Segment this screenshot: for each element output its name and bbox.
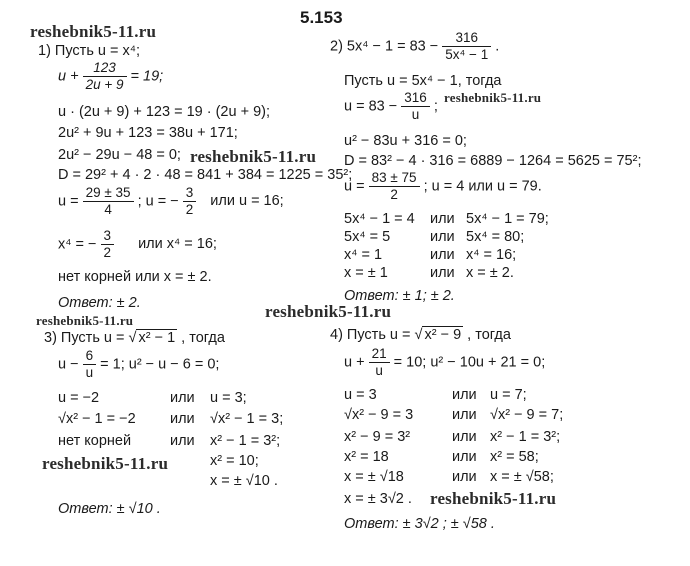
part2-row-left: x = ± 1 <box>344 265 388 281</box>
part1-answer: Ответ: ± 2. <box>58 295 141 311</box>
part3-answer: Ответ: ± √10 . <box>58 501 161 517</box>
watermark: reshebnik5-11.ru <box>42 454 169 473</box>
part3-row-or: или <box>170 411 195 427</box>
problem-number: 5.153 <box>300 8 343 27</box>
part3-row-right: u = 3; <box>210 390 247 406</box>
part2-eq4: u = $\frac{83 \pm 75}{2}$ ; u = 4 или u = 79. <box>344 170 542 202</box>
part3-row-right: √x² − 1 = 3; <box>210 411 284 427</box>
part3-row-left: u = −2 <box>58 390 100 406</box>
watermark: reshebnik5-11.ru <box>30 22 157 41</box>
watermark: reshebnik5-11.ru <box>430 489 557 508</box>
part2-row-or: или <box>430 265 455 281</box>
part4-row-left: x² = 18 <box>344 449 389 465</box>
part2-row-left: 5x⁴ − 1 = 4 <box>344 211 415 227</box>
part4-row-left: √x² − 9 = 3 <box>344 407 414 423</box>
part1-eq3: 2u² + 9u + 123 = 38u + 171; <box>58 125 238 141</box>
part4-row-left: x² − 9 = 3² <box>344 429 411 445</box>
part2-answer: Ответ: ± 1; ± 2. <box>344 288 455 304</box>
part4-eq1: u + $\frac{21}{u}$ = 10; u² − 10u + 21 = 0; <box>344 346 546 378</box>
part2-row-or: или <box>430 247 455 263</box>
part2-eq3: D = 83² − 4 · 316 = 6889 − 1264 = 5625 = 75²; <box>344 153 642 169</box>
part4-row-left: x = ± √18 <box>344 469 404 485</box>
part4-row-left: x = ± 3√2 . <box>344 491 412 507</box>
part2-row-left: x⁴ = 1 <box>344 247 383 263</box>
part4-row-right: √x² − 9 = 7; <box>490 407 564 423</box>
part4-row-right: x = ± √58; <box>490 469 554 485</box>
part1-eq2: u · (2u + 9) + 123 = 19 · (2u + 9); <box>58 104 270 120</box>
part4-answer: Ответ: ± 3√2 ; ± √58 . <box>344 516 495 532</box>
part1-eq6: u = $\frac{29 \pm 35}{4}$ ; u = − $\frac{3}{2}$ или u = 16; <box>58 185 284 217</box>
part3-eq1: u − $\frac{6}{u}$ = 1; u² − u − 6 = 0; <box>58 348 220 380</box>
watermark: reshebnik5-11.ru <box>190 147 317 166</box>
part1-title: 1) Пусть u = x⁴; <box>38 43 141 59</box>
part3-row-right: x² = 10; <box>210 453 259 469</box>
part2-line1: Пусть u = 5x⁴ − 1, тогда <box>344 73 502 89</box>
part3-row-left: нет корней <box>58 433 132 449</box>
part3-title: 3) Пусть u = √ x² − 1 , тогда <box>44 330 225 346</box>
part1-eq8: нет корней или x = ± 2. <box>58 269 212 285</box>
part2-row-left: 5x⁴ = 5 <box>344 229 391 245</box>
part2-row-or: или <box>430 211 455 227</box>
part3-row-right: x² − 1 = 3²; <box>210 433 281 449</box>
part2-row-right: x⁴ = 16; <box>466 247 517 263</box>
part2-row-right: 5x⁴ − 1 = 79; <box>466 211 549 227</box>
part4-row-or: или <box>452 449 477 465</box>
part1-eq5: D = 29² + 4 · 2 · 48 = 841 + 384 = 1225 = 35²; <box>58 167 353 183</box>
watermark: reshebnik5-11.ru <box>265 302 392 321</box>
part1-eq1: u + $\frac{123}{2u + 9}$ = 19; <box>58 60 164 92</box>
part2-row-right: x = ± 2. <box>466 265 514 281</box>
watermark: reshebnik5-11.ru <box>36 313 134 328</box>
part3-row-left: √x² − 1 = −2 <box>58 411 136 427</box>
part4-row-right: x² − 1 = 3²; <box>490 429 561 445</box>
part4-row-left: u = 3 <box>344 387 377 403</box>
part3-row-or: или <box>170 433 195 449</box>
watermark: reshebnik5-11.ru <box>444 90 542 105</box>
part1-eq4: 2u² − 29u − 48 = 0; <box>58 147 181 163</box>
part4-row-or: или <box>452 387 477 403</box>
part2-eq2: u² − 83u + 316 = 0; <box>344 133 467 149</box>
part4-row-or: или <box>452 407 477 423</box>
part2-eq1: u = 83 − $\frac{316}{u}$ ; <box>344 90 438 122</box>
part1-eq7: x⁴ = − $\frac{3}{2}$ или x⁴ = 16; <box>58 228 217 260</box>
part3-row-right: x = ± √10 . <box>210 473 278 489</box>
part3-row-or: или <box>170 390 195 406</box>
part2-row-or: или <box>430 229 455 245</box>
part4-title: 4) Пусть u = √ x² − 9 , тогда <box>330 327 511 343</box>
part4-row-right: u = 7; <box>490 387 527 403</box>
part4-row-or: или <box>452 469 477 485</box>
part2-row-right: 5x⁴ = 80; <box>466 229 525 245</box>
part2-title: 2) 5x⁴ − 1 = 83 − $\frac{316}{\text{5x⁴ − 1}}$ . <box>330 30 500 62</box>
part4-row-or: или <box>452 429 477 445</box>
part4-row-right: x² = 58; <box>490 449 539 465</box>
